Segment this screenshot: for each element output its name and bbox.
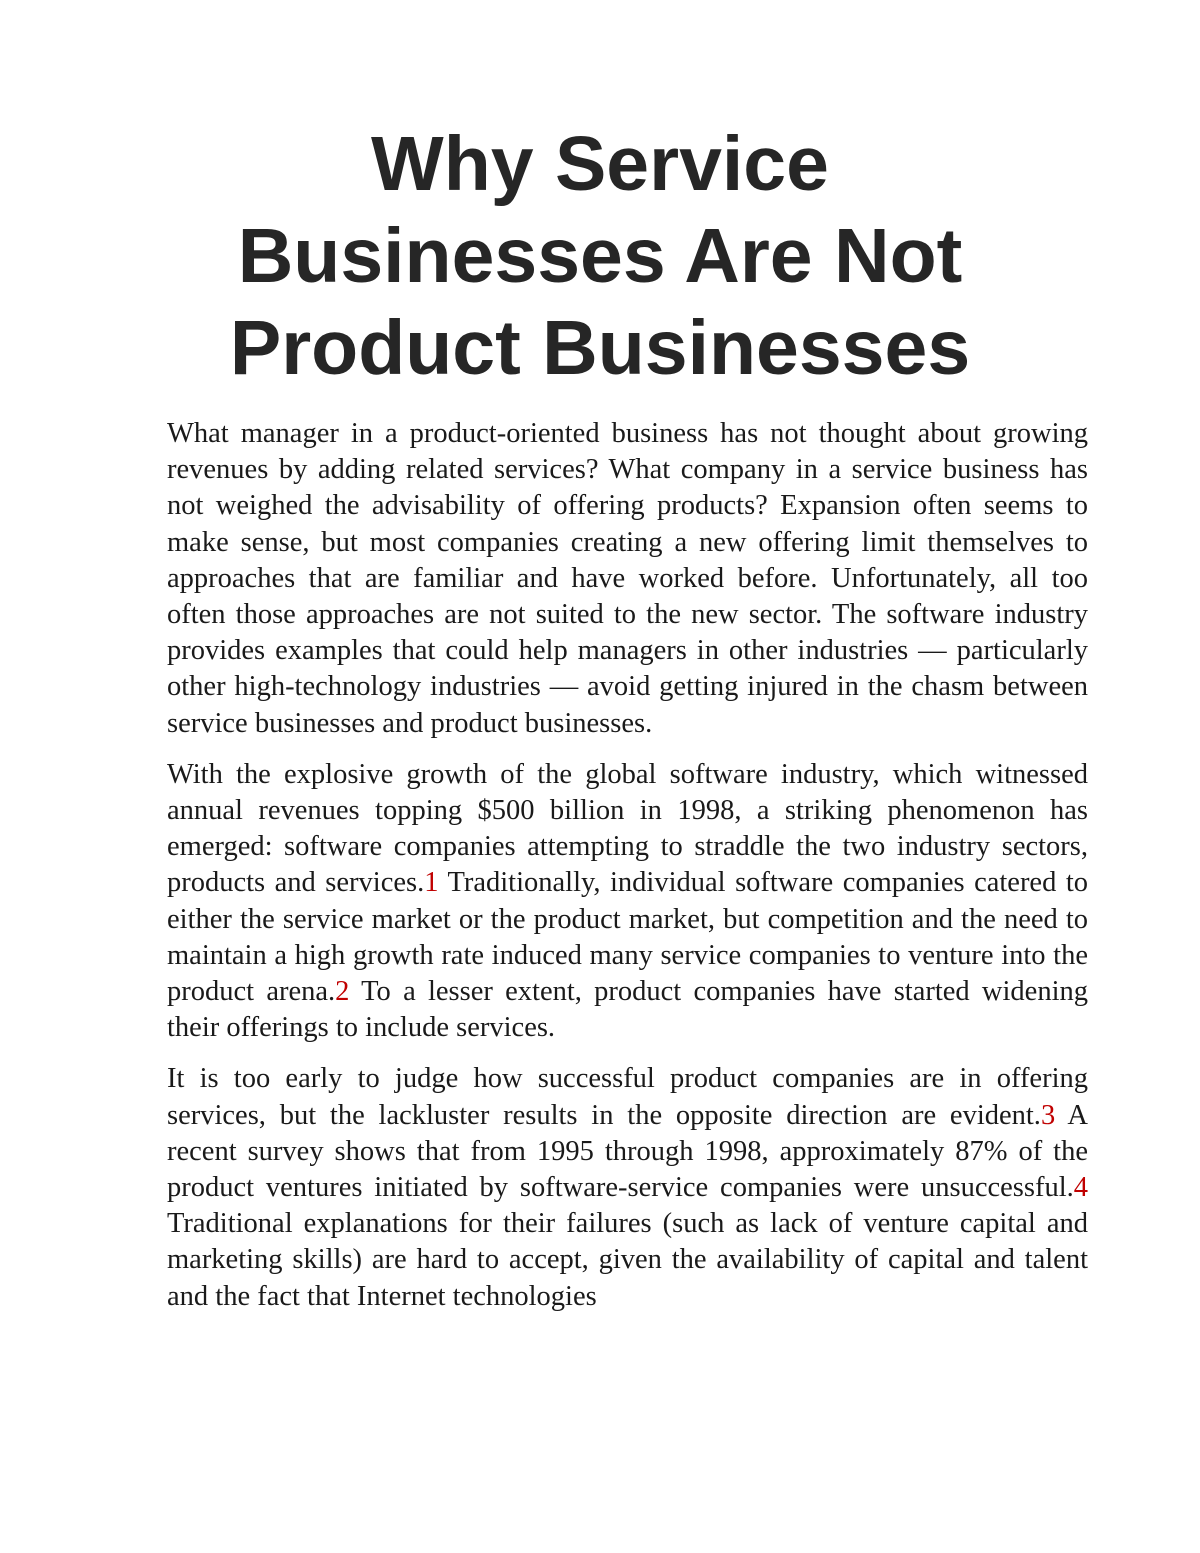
page-title xyxy=(150,118,1050,394)
footnote-ref-2[interactable]: 2 xyxy=(335,976,350,1008)
paragraph-text: Traditional explanations for their failures (such as lack of venture capital and marketing skills) are hard to accept, given the availability of capital and talent and the fact that Internet technologies xyxy=(167,1208,1088,1312)
paragraph-text: To a lesser extent, product companies have started widening their offerings to include services. xyxy=(167,976,1088,1044)
title-line-2: Businesses Are Not xyxy=(237,213,963,299)
article-body xyxy=(167,416,1088,1330)
paragraph-text: What manager in a product-oriented business has not thought about growing revenues by adding related services? What company in a service business has not weighed the advisability of offering products? Expansion often seems to make sense, but most companies creating a new offering limit themselves to approaches that are familiar and have worked before. Unfortunately, all too often those approaches are not suited to the new sector. The software industry provides examples that could help managers in other industries — particularly other high-technology industries — avoid getting injured in the chasm between service businesses and product businesses. xyxy=(167,418,1088,739)
footnote-ref-3[interactable]: 3 xyxy=(1040,1099,1056,1131)
footnote-ref-4[interactable]: 4 xyxy=(1073,1172,1088,1204)
title-line-3: Product Businesses xyxy=(229,305,971,391)
paragraph-2 xyxy=(167,757,1088,1047)
title-line-1: Why Service xyxy=(371,121,829,207)
paragraph-1 xyxy=(167,416,1088,742)
footnote-ref-1[interactable]: 1 xyxy=(424,867,439,899)
paragraph-text: With the explosive growth of the global software industry, which witnessed annual revenues topping $500 billion in 1998, a striking phenomenon has emerged: software companies attempting to straddle the two industry sectors, products and services. xyxy=(167,758,1088,899)
paragraph-3 xyxy=(167,1061,1088,1314)
paragraph-text: It is too early to judge how successful product companies are in offering services, but the lackluster results in the opposite direction are evident. xyxy=(167,1063,1088,1131)
paragraph-text: Traditionally, individual software companies catered to either the service market or the product market, but competition and the need to maintain a high growth rate induced many service companies to venture into the product arena. xyxy=(167,867,1089,1008)
paragraph-text: A recent survey shows that from 1995 through 1998, approximately 87% of the product ventures initiated by software-service companies were unsuccessful. xyxy=(167,1099,1088,1204)
